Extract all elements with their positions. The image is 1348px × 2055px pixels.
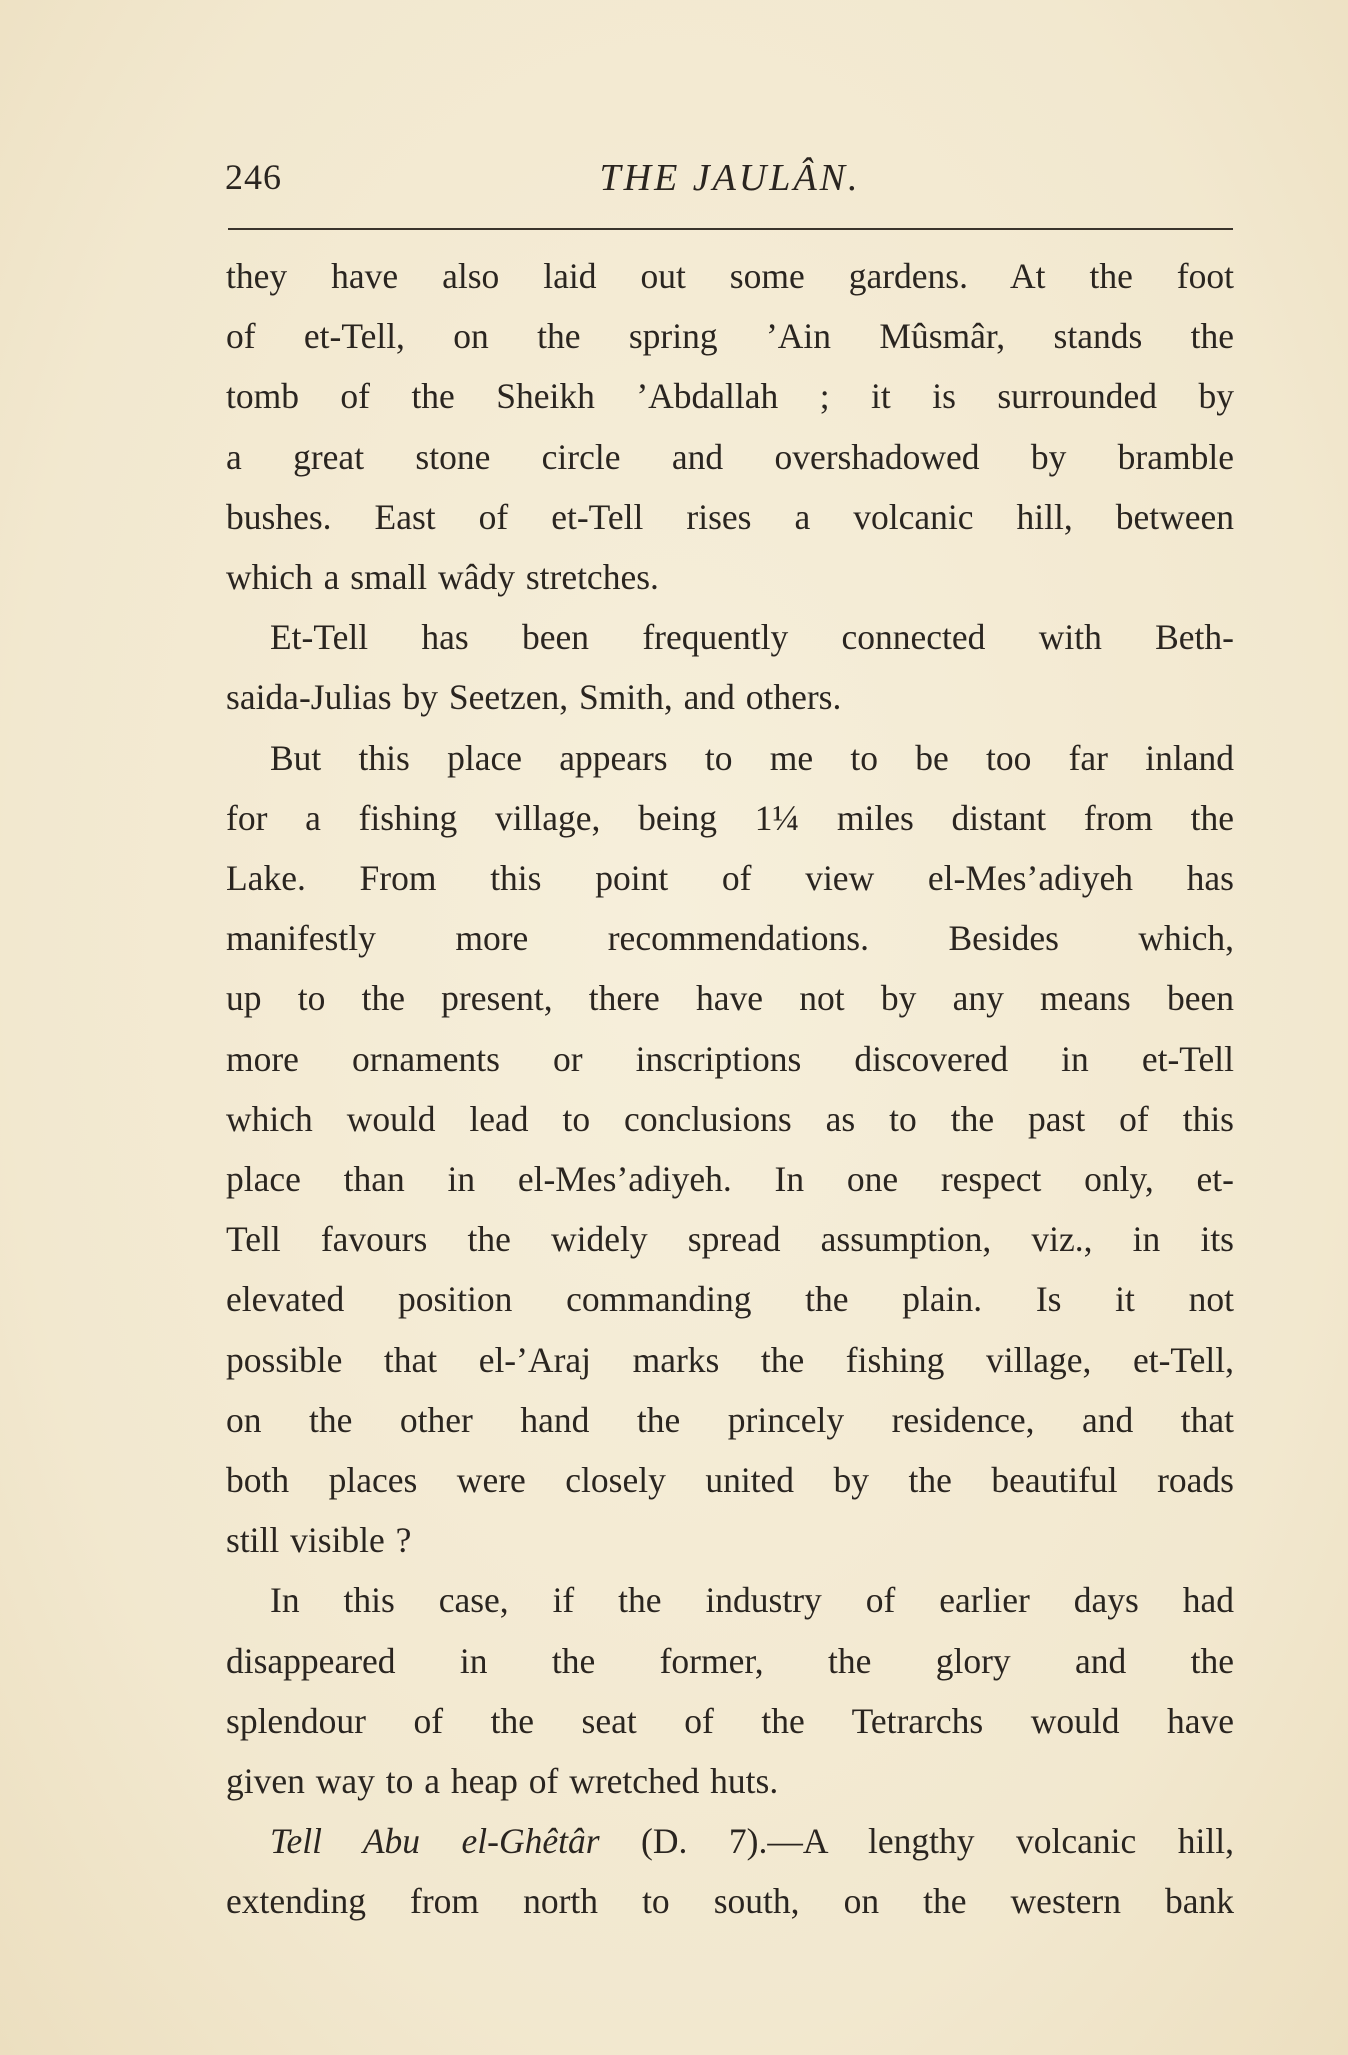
entry-heading-rest: (D. 7).—A lengthy volcanic hill, [599, 1821, 1234, 1862]
text-line: on the other hand the princely residence, and that [226, 1399, 1234, 1440]
text-line: disappeared in the former, the glory and the [226, 1640, 1234, 1681]
text-line-final-1 [226, 1811, 1234, 1871]
text-line: bushes. East of et-Tell rises a volcanic hill, between [226, 496, 1234, 537]
entry-heading: Tell Abu el-Ghêtâr [270, 1821, 600, 1862]
text-line: place than in el-Mes’adiyeh. In one respect only, et- [226, 1159, 1234, 1200]
text-line: they have also laid out some gardens. At the foot [226, 256, 1234, 296]
text-line: still visible ? [226, 1520, 412, 1561]
text-line: both places were closely united by the beautiful roads [226, 1460, 1234, 1501]
text-line: possible that el-’Araj marks the fishing village, et-Tell, [226, 1339, 1234, 1380]
text-line: Tell favours the widely spread assumption, viz., in its [226, 1219, 1234, 1260]
text-line: In this case, if the industry of earlier days had [270, 1580, 1234, 1621]
text-line: given way to a heap of wretched huts. [226, 1761, 779, 1802]
text-line: But this place appears to me to be too far inland [270, 737, 1234, 778]
text-line: manifestly more recommendations. Besides which, [226, 918, 1234, 959]
text-line: which a small wâdy stretches. [226, 557, 659, 598]
header-rule [228, 228, 1233, 230]
page-number: 246 [225, 157, 282, 197]
text-line: more ornaments or inscriptions discovered in et-Tell [226, 1038, 1234, 1079]
text-line: Et-Tell has been frequently connected with Beth- [270, 617, 1234, 658]
text-line: for a fishing village, being 1¼ miles distant from the [226, 797, 1234, 838]
text-line: up to the present, there have not by any means been [226, 978, 1234, 1019]
text-lines [226, 246, 1234, 1811]
text-line-final-2: extending from north to south, on the western bank [226, 1881, 1234, 1922]
text-line: elevated position commanding the plain. Is it not [226, 1279, 1234, 1320]
text-line: splendour of the seat of the Tetrarchs would have [226, 1700, 1234, 1741]
page-header [225, 150, 1235, 210]
text-line: saida-Julias by Seetzen, Smith, and others. [226, 677, 842, 718]
running-title: THE JAULÂN. [599, 157, 861, 199]
text-line: Lake. From this point of view el-Mes’adiyeh has [226, 858, 1234, 899]
text-line: tomb of the Sheikh ’Abdallah ; it is surrounded by [226, 376, 1234, 417]
text-line: which would lead to conclusions as to the past of this [226, 1098, 1234, 1139]
text-line: a great stone circle and overshadowed by bramble [226, 436, 1234, 477]
text-line: of et-Tell, on the spring ’Ain Mûsmâr, stands the [226, 316, 1234, 357]
body-text [226, 246, 1234, 1932]
